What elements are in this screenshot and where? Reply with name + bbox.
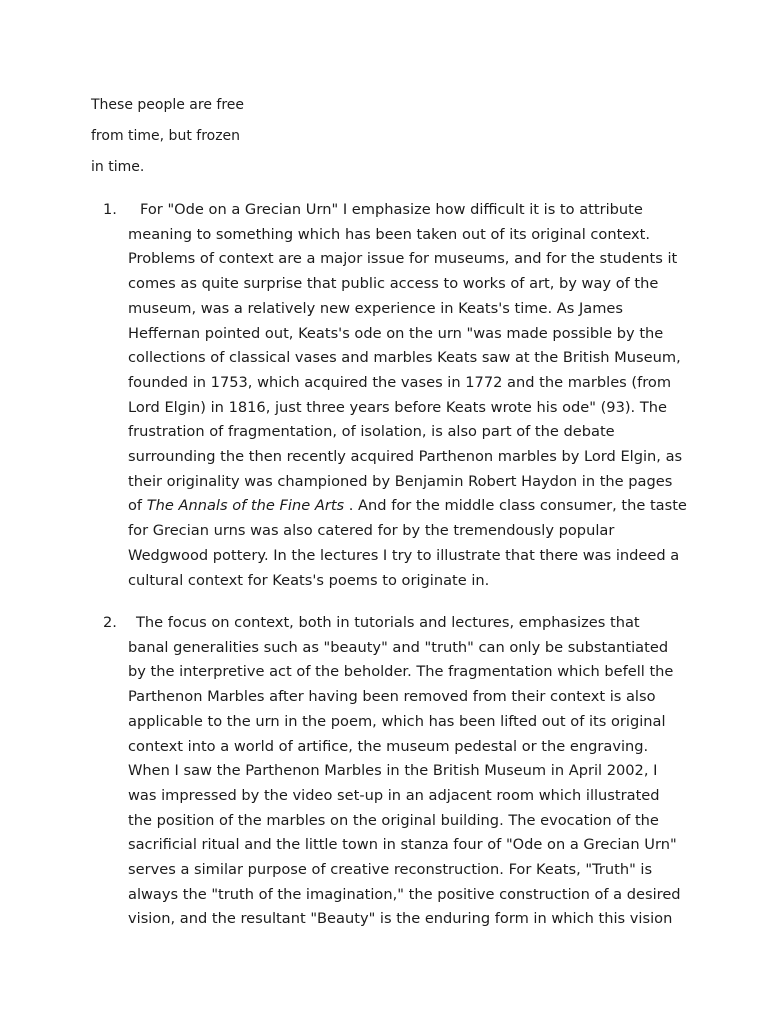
list-item [103,198,688,593]
epigraph-line: These people are free [91,97,244,113]
text-line: meaning to something which has been taken out of its original context. [128,225,651,243]
text-line: sacrificial ritual and the little town in stanza four of "Ode on a Grecian Urn" [128,836,677,854]
text-line: their originality was championed by Benjamin Robert Haydon in the pages [128,472,673,490]
text-line: collections of classical vases and marbles Keats saw at the British Museum, [128,349,681,367]
text-line: by the interpretive act of the beholder. The fragmentation which befell the [128,663,674,681]
text-line: Heffernan pointed out, Keats's ode on the urn "was made possible by the [128,324,664,342]
text-line: museum, was a relatively new experience in Keats's time. As James [128,299,624,317]
list-number: 1. [103,201,117,218]
list-item [103,611,688,932]
text-line-content: The focus on context, both in tutorials and lectures, emphasizes that [136,614,640,631]
text-line: Parthenon Marbles after having been removed from their context is also [128,688,656,706]
text-line: frustration of fragmentation, of isolation, is also part of the debate [128,423,615,441]
text-line: serves a similar purpose of creative reconstruction. For Keats, "Truth" is [128,861,653,879]
text-line: When I saw the Parthenon Marbles in the British Museum in April 2002, I [128,762,658,780]
text-line: Lord Elgin) in 1816, just three years before Keats wrote his ode" (93). The [128,398,667,416]
text-line: was impressed by the video set-up in an adjacent room which illustrated [128,786,660,804]
text-line: surrounding the then recently acquired Parthenon marbles by Lord Elgin, as [128,448,683,466]
text-line [128,198,688,223]
text-line: the position of the marbles on the original building. The evocation of the [128,811,659,829]
text-line: for Grecian urns was also catered for by the tremendously popular [128,522,615,540]
text-line: always the "truth of the imagination," the positive construction of a desired [128,885,681,903]
epigraph-line: from time, but frozen [91,128,241,144]
text-fragment: of [128,497,147,515]
text-line: comes as quite surprise that public access to works of art, by way of the [128,275,659,293]
text-line: vision, and the resultant "Beauty" is the enduring form in which this vision [128,910,673,928]
text-fragment: . And for the middle class consumer, the taste [344,497,687,515]
text-line: context into a world of artifice, the museum pedestal or the engraving. [128,737,649,755]
list-number: 2. [103,614,117,631]
text-line: founded in 1753, which acquired the vases in 1772 and the marbles (from [128,373,672,391]
text-line: banal generalities such as "beauty" and "truth" can only be substantiated [128,638,669,656]
text-line: cultural context for Keats's poems to originate in. [128,571,490,589]
text-line: Wedgwood pottery. In the lectures I try to illustrate that there was indeed a [128,546,680,564]
text-line [128,494,688,519]
journal-title: The Annals of the Fine Arts [146,497,345,515]
text-line: Problems of context are a major issue for museums, and for the students it [128,250,678,268]
text-line-content: For "Ode on a Grecian Urn" I emphasize how difficult it is to attribute [140,201,643,218]
epigraph-line: in time. [91,159,145,175]
epigraph [91,90,244,183]
text-line [128,611,688,636]
text-line: applicable to the urn in the poem, which has been lifted out of its original [128,712,666,730]
